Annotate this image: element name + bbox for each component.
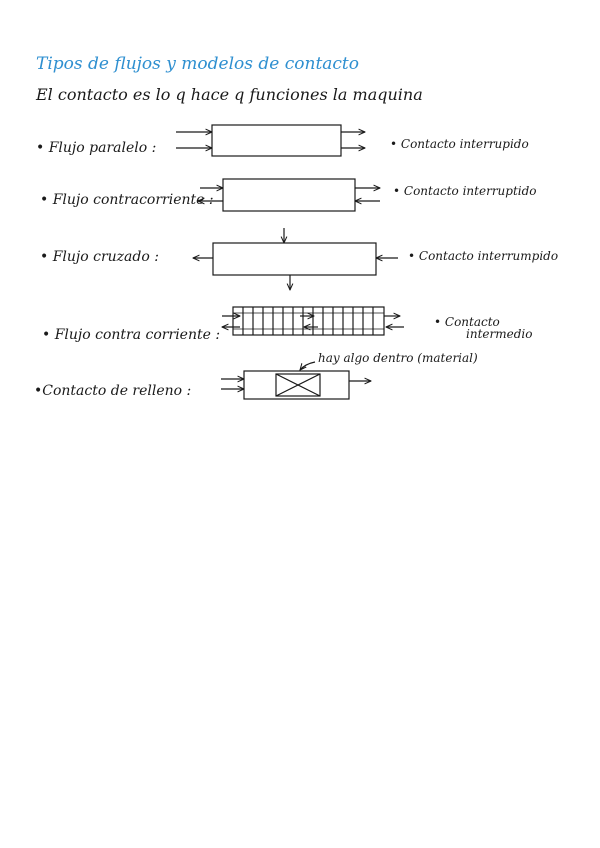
label-flujo-contra-corriente: • Flujo contra corriente : <box>42 327 221 343</box>
parallel-flow-diagram <box>176 125 365 156</box>
crossflow-diagram <box>193 228 398 290</box>
note-contacto-interruptido: • Contacto interruptido <box>393 184 537 198</box>
note-contacto-interrupido: • Contacto interrupido <box>390 137 529 151</box>
label-flujo-contracorriente: • Flujo contracorriente : <box>40 192 214 208</box>
intermediate-contact-diagram <box>222 307 404 335</box>
label-contacto-relleno: •Contacto de relleno : <box>34 383 192 399</box>
packed-contact-diagram <box>221 362 371 399</box>
label-flujo-cruzado: • Flujo cruzado : <box>40 249 159 265</box>
page-title: Tipos de flujos y modelos de contacto <box>36 54 359 74</box>
page-subtitle: El contacto es lo q hace q funciones la maquina <box>36 85 423 104</box>
note-hay-algo-dentro: hay algo dentro (material) <box>318 351 478 365</box>
label-flujo-paralelo: • Flujo paralelo : <box>36 140 157 156</box>
countercurrent-flow-diagram <box>198 179 380 211</box>
note-contacto: • Contacto <box>434 315 500 329</box>
note-contacto-interrumpido: • Contacto interrumpido <box>408 249 559 263</box>
note-intermedio: intermedio <box>466 327 533 341</box>
